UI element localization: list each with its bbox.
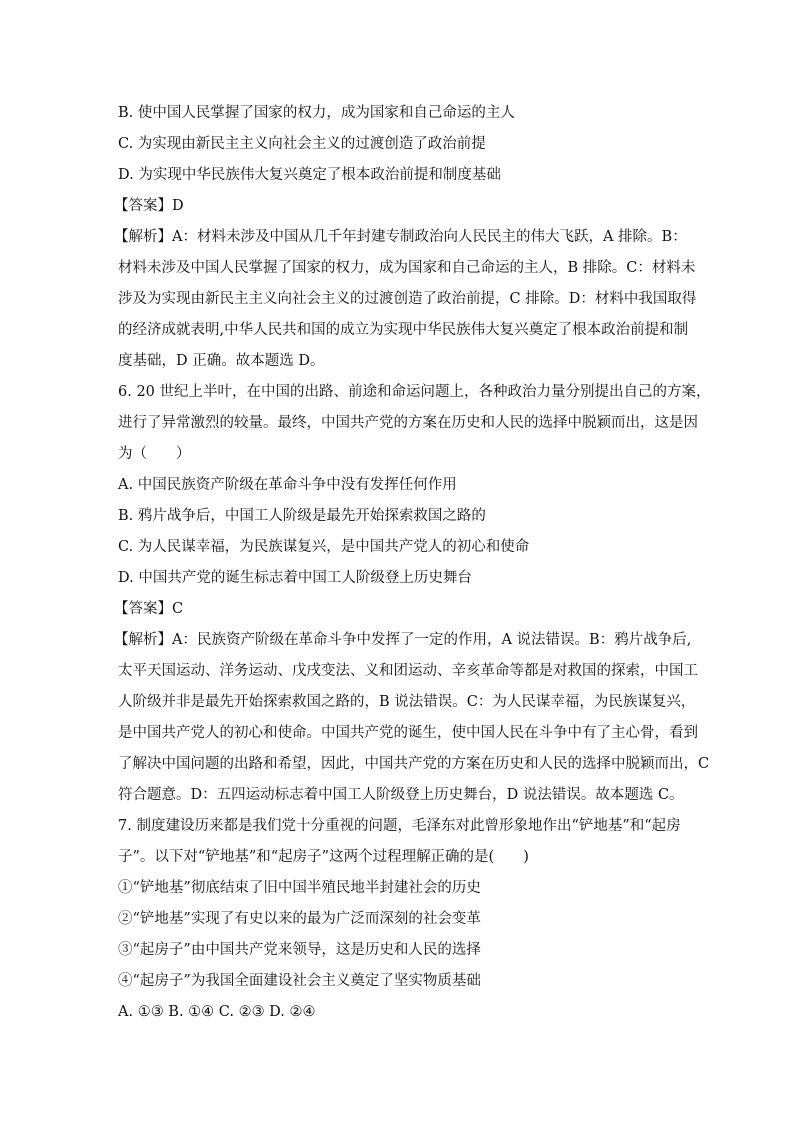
q6-analysis-line: 符合题意。D：五四运动标志着中国工人阶级登上历史舞台，D 说法错误。故本题选 C。 [118, 787, 684, 803]
q6-answer: 【答案】C [114, 601, 184, 617]
q6-stem-line: 进行了异常激烈的较量。最终，中国共产党的方案在历史和人民的选择中脱颖而出，这是因 [118, 415, 698, 431]
q6-analysis-line: 了解决中国问题的出路和希望，因此，中国共产党的方案在历史和人民的选择中脱颖而出，C [118, 756, 710, 772]
q6-option-b: B. 鸦片战争后，中国工人阶级是最先开始探索救国之路的 [118, 508, 486, 524]
q6-stem-line: 6. 20 世纪上半叶，在中国的出路、前途和命运问题上，各种政治力量分别提出自己的方案， [118, 384, 711, 400]
q6-analysis-line: 【解析】A：民族资产阶级在革命斗争中发挥了一定的作用，A 说法错误。B：鸦片战争后, [114, 632, 692, 648]
q5-option-c: C. 为实现由新民主主义向社会主义的过渡创造了政治前提 [118, 136, 486, 152]
q6-analysis-line: 是中国共产党人的初心和使命。中国共产党的诞生，使中国人民在斗争中有了主心骨，看到 [118, 725, 698, 741]
q7-item-1: ①“铲地基”彻底结束了旧中国半殖民地半封建社会的历史 [118, 880, 481, 896]
q6-analysis-line: 人阶级并非是最先开始探索救国之路的，B 说法错误。C：为人民谋幸福，为民族谋复兴， [118, 694, 696, 710]
q5-analysis-line: 材料未涉及中国人民掌握了国家的权力，成为国家和自己命运的主人，B 排除。C：材料未 [118, 260, 696, 276]
q5-answer: 【答案】D [114, 198, 184, 214]
q7-choices: A. ①③ B. ①④ C. ②③ D. ②④ [118, 1004, 316, 1020]
q7-stem-line: 7. 制度建设历来都是我们党十分重视的问题，毛泽东对此曾形象地作出“铲地基”和“起房 [118, 818, 681, 834]
q5-option-b: B. 使中国人民掌握了国家的权力，成为国家和自己命运的主人 [118, 105, 515, 121]
q6-option-a: A. 中国民族资产阶级在革命斗争中没有发挥任何作用 [118, 477, 457, 493]
q5-analysis-line: 涉及为实现由新民主主义向社会主义的过渡创造了政治前提，C 排除。D：材料中我国取得 [118, 291, 697, 307]
q7-item-2: ②“铲地基”实现了有史以来的最为广泛而深刻的社会变革 [118, 911, 481, 927]
q5-option-d: D. 为实现中华民族伟大复兴奠定了根本政治前提和制度基础 [118, 167, 501, 183]
q6-analysis-line: 太平天国运动、洋务运动、戊戌变法、义和团运动、辛亥革命等都是对救国的探索，中国工 [118, 663, 698, 679]
q5-analysis-line: 【解析】A：材料未涉及中国从几千年封建专制政治向人民民主的伟大飞跃，A 排除。B： [114, 229, 687, 245]
q6-option-c: C. 为人民谋幸福，为民族谋复兴，是中国共产党人的初心和使命 [118, 539, 530, 555]
q6-option-d: D. 中国共产党的诞生标志着中国工人阶级登上历史舞台 [118, 570, 472, 586]
page-content [114, 98, 711, 1028]
q7-item-3: ③“起房子”由中国共产党来领导，这是历史和人民的选择 [118, 942, 481, 958]
q5-analysis-line: 的经济成就表明,中华人民共和国的成立为实现中华民族伟大复兴奠定了根本政治前提和制 [118, 322, 689, 338]
q7-stem-line: 子”。以下对“铲地基”和“起房子”这两个过程理解正确的是( ) [118, 849, 529, 865]
q7-item-4: ④“起房子”为我国全面建设社会主义奠定了坚实物质基础 [118, 973, 481, 989]
q5-analysis-line: 度基础，D 正确。故本题选 D。 [118, 353, 325, 369]
q6-stem-line: 为（ ） [118, 446, 191, 462]
